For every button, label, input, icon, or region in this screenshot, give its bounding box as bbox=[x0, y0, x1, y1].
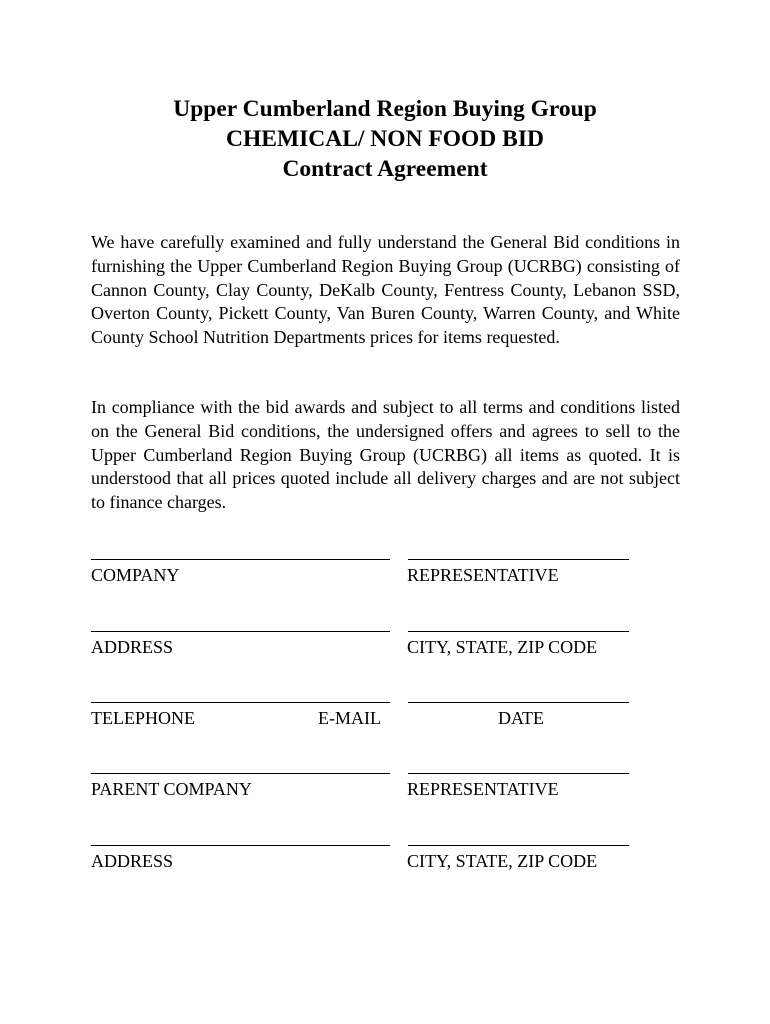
title-organization: Upper Cumberland Region Buying Group bbox=[173, 96, 597, 122]
telephone-email-signature-line[interactable] bbox=[91, 702, 390, 703]
parent-address-signature-line[interactable] bbox=[91, 845, 390, 846]
representative-label: REPRESENTATIVE bbox=[407, 565, 559, 585]
company-signature-line[interactable] bbox=[91, 559, 390, 560]
parent-city-state-zip-signature-line[interactable] bbox=[408, 845, 629, 846]
document-title bbox=[0, 94, 770, 184]
parent-company-label: PARENT COMPANY bbox=[91, 779, 252, 799]
telephone-label: TELEPHONE bbox=[91, 708, 195, 728]
title-bid-type: CHEMICAL/ NON FOOD BID bbox=[226, 126, 544, 152]
email-label: E-MAIL bbox=[318, 708, 381, 728]
city-state-zip-label: CITY, STATE, ZIP CODE bbox=[407, 637, 598, 657]
parent-address-label: ADDRESS bbox=[91, 851, 174, 871]
date-signature-line[interactable] bbox=[408, 702, 629, 703]
paragraph-compliance: In compliance with the bid awards and subject to all terms and conditions listed on the General Bid conditions, the undersigned offers and agrees to sell to the Upper Cumberland Region Buying Group (UCRBG) all items as quoted. It is understood that all prices quoted include all delivery charges and are not subject to finance charges. bbox=[91, 397, 680, 513]
parent-representative-label: REPRESENTATIVE bbox=[407, 779, 559, 799]
parent-representative-signature-line[interactable] bbox=[408, 773, 629, 774]
address-label: ADDRESS bbox=[91, 637, 174, 657]
parent-city-state-zip-label: CITY, STATE, ZIP CODE bbox=[407, 851, 598, 871]
address-signature-line[interactable] bbox=[91, 631, 390, 632]
city-state-zip-signature-line[interactable] bbox=[408, 631, 629, 632]
date-label: DATE bbox=[498, 708, 544, 728]
company-label: COMPANY bbox=[91, 565, 180, 585]
title-contract-agreement: Contract Agreement bbox=[282, 156, 488, 182]
representative-signature-line[interactable] bbox=[408, 559, 629, 560]
parent-company-signature-line[interactable] bbox=[91, 773, 390, 774]
paragraph-examination: We have carefully examined and fully understand the General Bid conditions in furnishing the Upper Cumberland Region Buying Group (UCRBG) consisting of Cannon County, Clay County, DeKalb County, Fentress County, Lebanon SSD, Overton County, Pickett County, Van Buren County, Warren County, and White County School Nutrition Departments prices for items requested. bbox=[91, 232, 680, 348]
